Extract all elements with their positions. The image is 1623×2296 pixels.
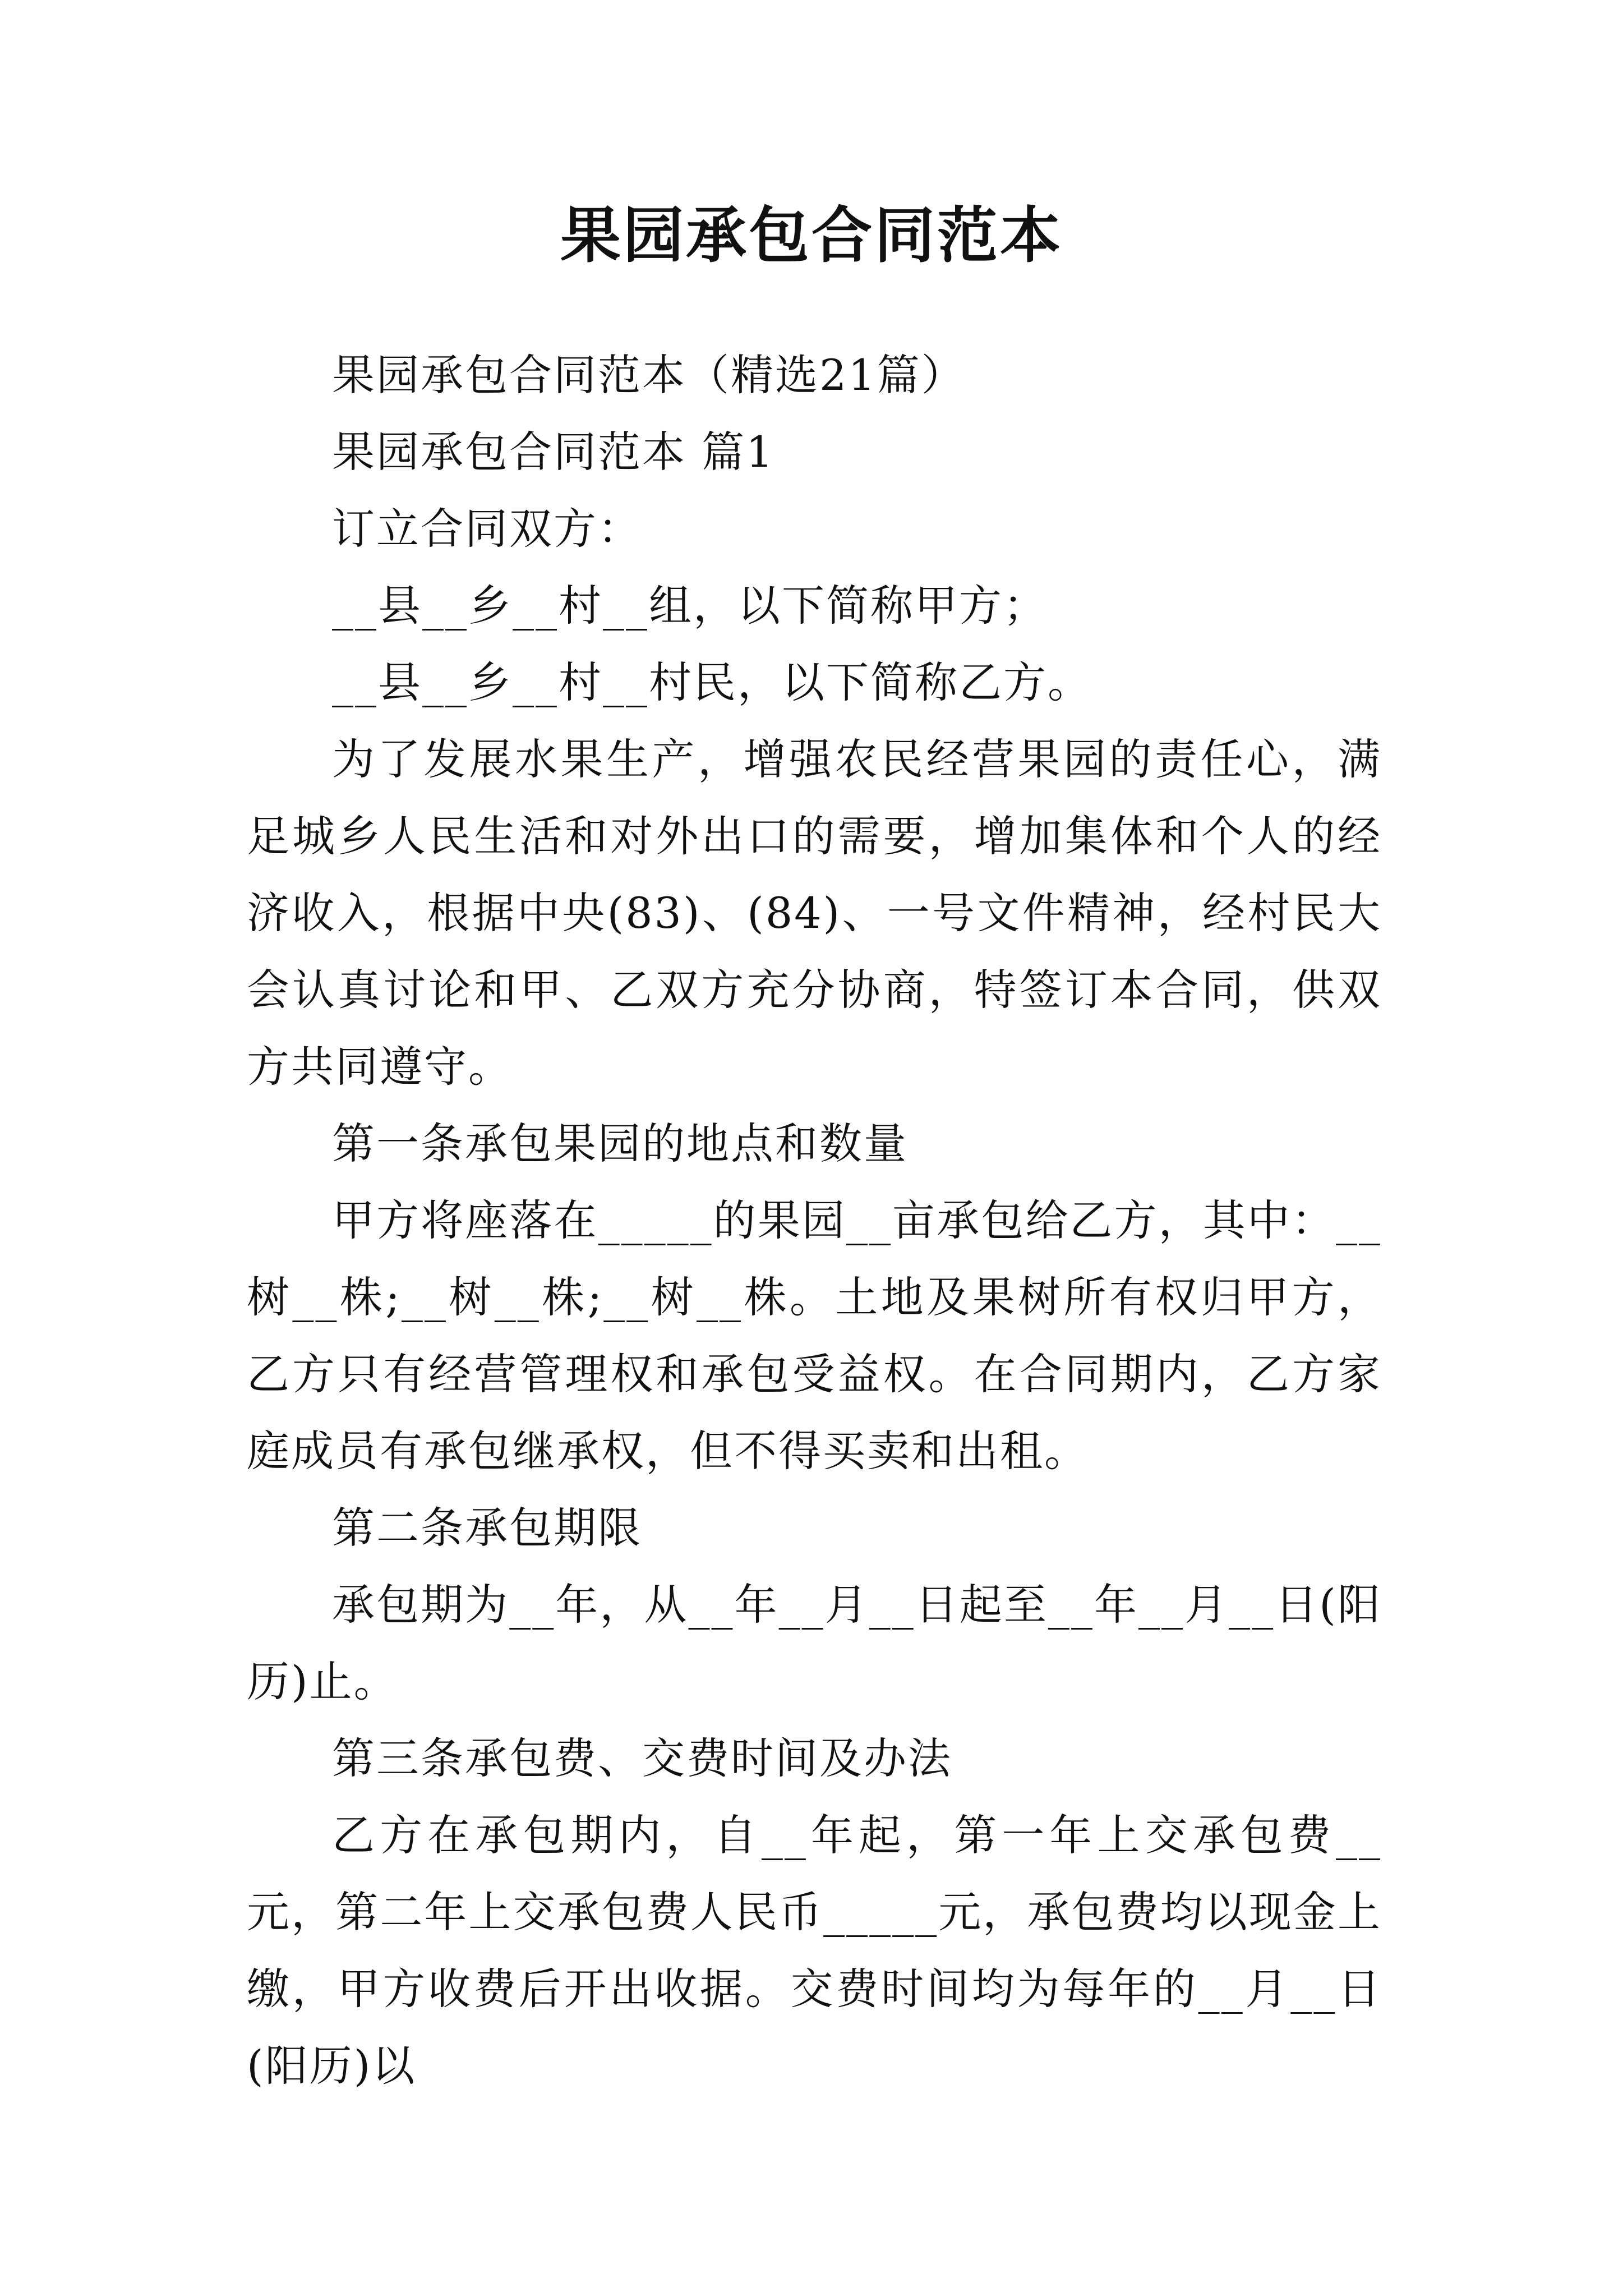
document-body [247,337,1382,2104]
paragraph-article-3-heading: 第三条承包费、交费时间及办法 [332,1733,952,1783]
paragraph-party-a: __县__乡__村__组，以下简称甲方； [332,581,1048,631]
paragraph-parties-heading: 订立合同双方： [332,504,642,554]
paragraph-article-2-heading: 第二条承包期限 [332,1503,642,1553]
document-title: 果园承包合同范本 [560,200,1063,271]
paragraph-article-1-body: 甲方将座落在_____的果园__亩承包给乙方，其中：__树__株;__树__株;__树__株。土地及果树所有权归甲方，乙方只有经营管理权和承包受益权。在合同期内，乙方家庭成员有承包继承权，但不得买卖和出租。 [247,1195,1382,1476]
paragraph-party-b: __县__乡__村__村民，以下简称乙方。 [332,657,1092,707]
paragraph-article-3-body: 乙方在承包期内，自__年起，第一年上交承包费__元，第二年上交承包费人民币_____元，承包费均以现金上缴，甲方收费后开出收据。交费时间均为每年的__月__日(阳历)以 [247,1810,1382,2091]
paragraph-article-1-heading: 第一条承包果园的地点和数量 [332,1119,908,1168]
paragraph-article-2-body: 承包期为__年，从__年__月__日起至__年__月__日(阳历)止。 [247,1580,1382,1706]
paragraph-subtitle: 果园承包合同范本（精选21篇） [332,350,966,400]
paragraph-preamble: 为了发展水果生产，增强农民经营果园的责任心，满足城乡人民生活和对外出口的需要，增加集体和个人的经济收入，根据中央(83)、(84)、一号文件精神，经村民大会认真讨论和甲、乙双方充分协商，特签订本合同，供双方共同遵守。 [247,734,1382,1092]
paragraph-section-heading: 果园承包合同范本 篇1 [332,427,775,477]
